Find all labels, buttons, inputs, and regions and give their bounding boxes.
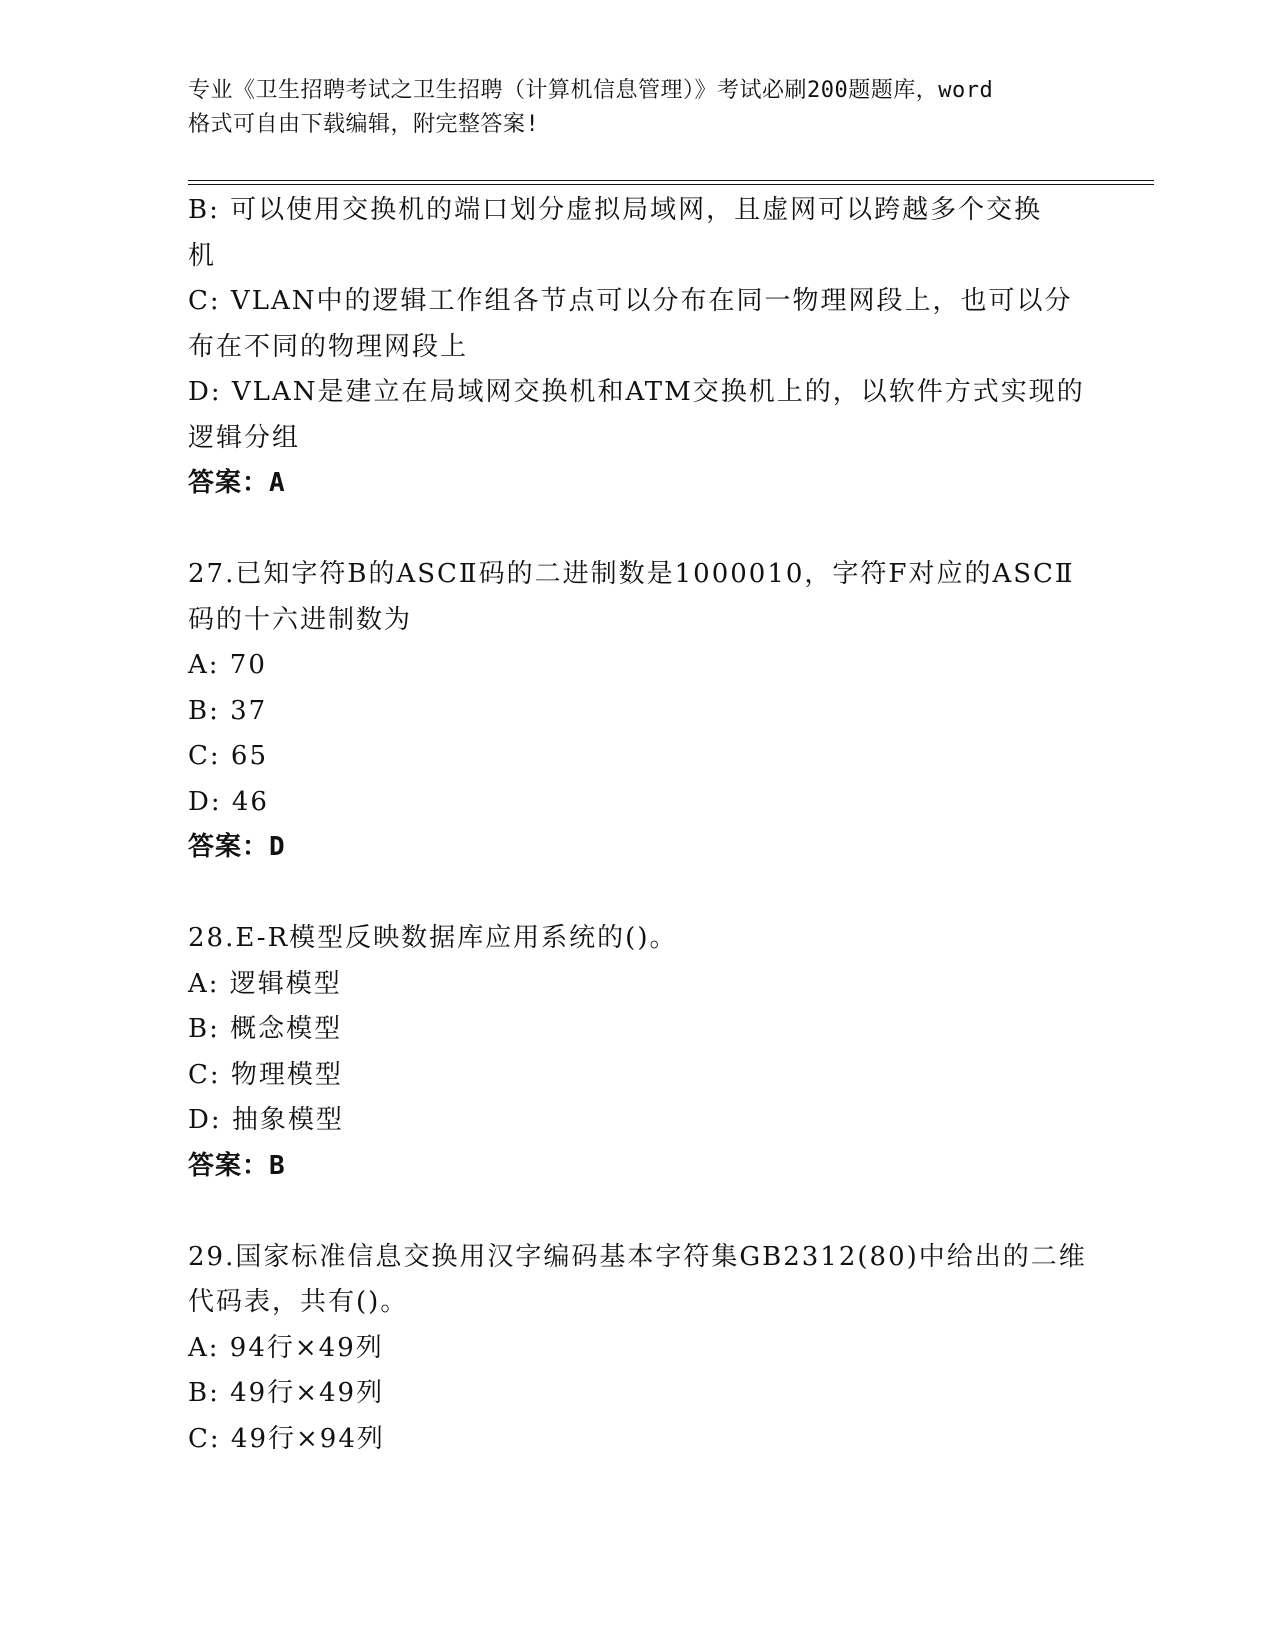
header-divider-top [188,180,1154,181]
question-stem-line-2: 码的十六进制数为 [188,604,413,635]
option-c-line-1: C: VLAN中的逻辑工作组各节点可以分布在同一物理网段上，也可以分 [188,286,1073,316]
answer: 答案：D [188,832,286,862]
option-c-line-2: 布在不同的物理网段上 [188,331,469,362]
option-b-line-1: B: 可以使用交换机的端口划分虚拟局域网，且虚网可以跨越多个交换 [188,195,1043,225]
option-d-line-1: D: VLAN是建立在局域网交换机和ATM交换机上的，以软件方式实现的 [188,377,1085,407]
option-c: C: 65 [188,741,269,771]
question-stem-line-2: 代码表，共有()。 [188,1287,409,1317]
question-29 [188,1235,1088,1463]
option-b: B: 37 [188,695,268,726]
question-stem-line-1: 27.已知字符B的ASCⅡ码的二进制数是1000010，字符F对应的ASCⅡ [188,559,1075,589]
option-d: D: 抽象模型 [188,1105,344,1135]
option-a: A: 70 [188,650,267,680]
question-spacer [188,1189,1088,1235]
option-b: B: 概念模型 [188,1014,343,1044]
option-a: A: 94行×49列 [188,1332,384,1363]
question-28 [188,916,1088,1189]
page-header [188,74,1088,142]
option-c: C: 物理模型 [188,1059,343,1090]
option-d-line-2: 逻辑分组 [188,422,301,453]
header-title-line-2: 格式可自由下载编辑，附完整答案! [188,112,540,137]
question-stem: 28.E-R模型反映数据库应用系统的()。 [188,923,678,953]
header-title-line-1: 专业《卫生招聘考试之卫生招聘（计算机信息管理）》考试必刷200题题库，word [188,78,994,103]
header-divider-bottom [188,184,1154,185]
question-stem-line-1: 29.国家标准信息交换用汉字编码基本字符集GB2312(80)中给出的二维 [188,1241,1087,1272]
option-b-line-2: 机 [188,240,217,271]
question-list [188,188,1088,1462]
answer: 答案：A [188,468,286,498]
question-27 [188,552,1088,871]
option-c: C: 49行×94列 [188,1423,385,1454]
option-d: D: 46 [188,786,269,817]
question-spacer [188,507,1088,553]
question-spacer [188,871,1088,917]
question-26 [188,188,1088,507]
answer: 答案：B [188,1150,286,1181]
option-a: A: 逻辑模型 [188,968,342,999]
option-b: B: 49行×49列 [188,1378,385,1408]
